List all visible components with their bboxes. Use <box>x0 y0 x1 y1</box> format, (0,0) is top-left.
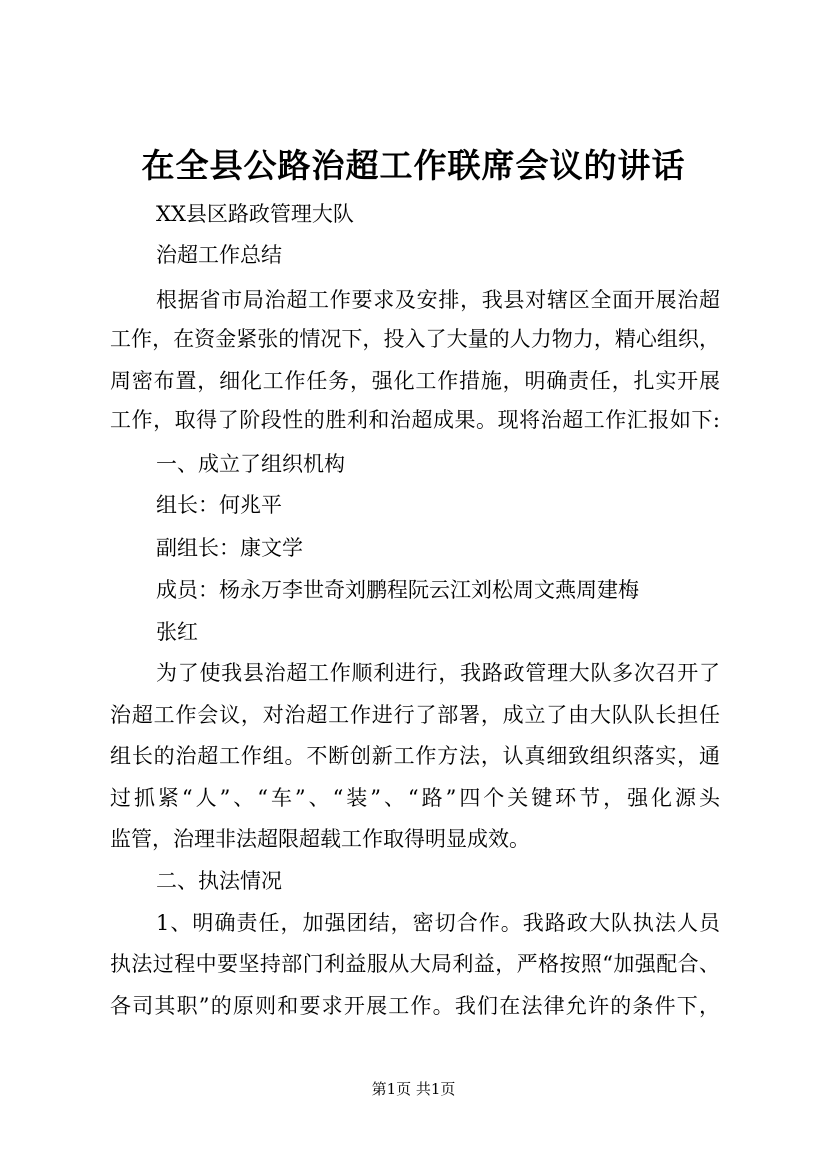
section-heading: 一、成立了组织机构 <box>156 452 345 476</box>
subtitle-line: 治超工作总结 <box>156 243 282 267</box>
paragraph-line: 副组长：康文学 <box>156 536 303 560</box>
paragraph-line: 组长的治超工作组。不断创新工作方法，认真细致组织落实，通 <box>110 744 720 768</box>
paragraph-line: 周密布置，细化工作任务，强化工作措施，明确责任，扎实开展 <box>110 369 720 393</box>
org-name-line: XX县区路政管理大队 <box>156 202 354 226</box>
page-number-footer: 第1页 共1页 <box>371 1080 456 1098</box>
paragraph-line: 张红 <box>156 620 198 644</box>
paragraph-line: 根据省市局治超工作要求及安排，我县对辖区全面开展治超 <box>156 288 720 312</box>
paragraph-line: 各司其职”的原则和要求开展工作。我们在法律允许的条件下， <box>110 994 720 1018</box>
paragraph-line: 治超工作会议，对治超工作进行了部署，成立了由大队队长担任 <box>110 703 720 727</box>
paragraph-line: 工作，取得了阶段性的胜利和治超成果。现将治超工作汇报如下: <box>110 408 720 432</box>
paragraph-line: 组长：何兆平 <box>156 493 282 517</box>
paragraph-line: 执法过程中要坚持部门利益服从大局利益，严格按照“加强配合、 <box>110 952 720 976</box>
paragraph-line: 成员：杨永万李世奇刘鹏程阮云江刘松周文燕周建梅 <box>156 578 639 602</box>
section-heading: 二、执法情况 <box>156 869 282 893</box>
paragraph-line: 1、明确责任，加强团结，密切合作。我路政大队执法人员 <box>156 911 720 935</box>
paragraph-line: 工作，在资金紧张的情况下，投入了大量的人力物力，精心组织， <box>110 327 720 351</box>
paragraph-line: 过抓紧“人”、“车”、“装”、“路”四个关键环节，强化源头 <box>110 786 720 810</box>
document-title: 在全县公路治超工作联席会议的讲话 <box>141 146 686 185</box>
paragraph-line: 监管，治理非法超限超载工作取得明显成效。 <box>110 827 530 851</box>
paragraph-line: 为了使我县治超工作顺利进行，我路政管理大队多次召开了 <box>156 661 720 685</box>
